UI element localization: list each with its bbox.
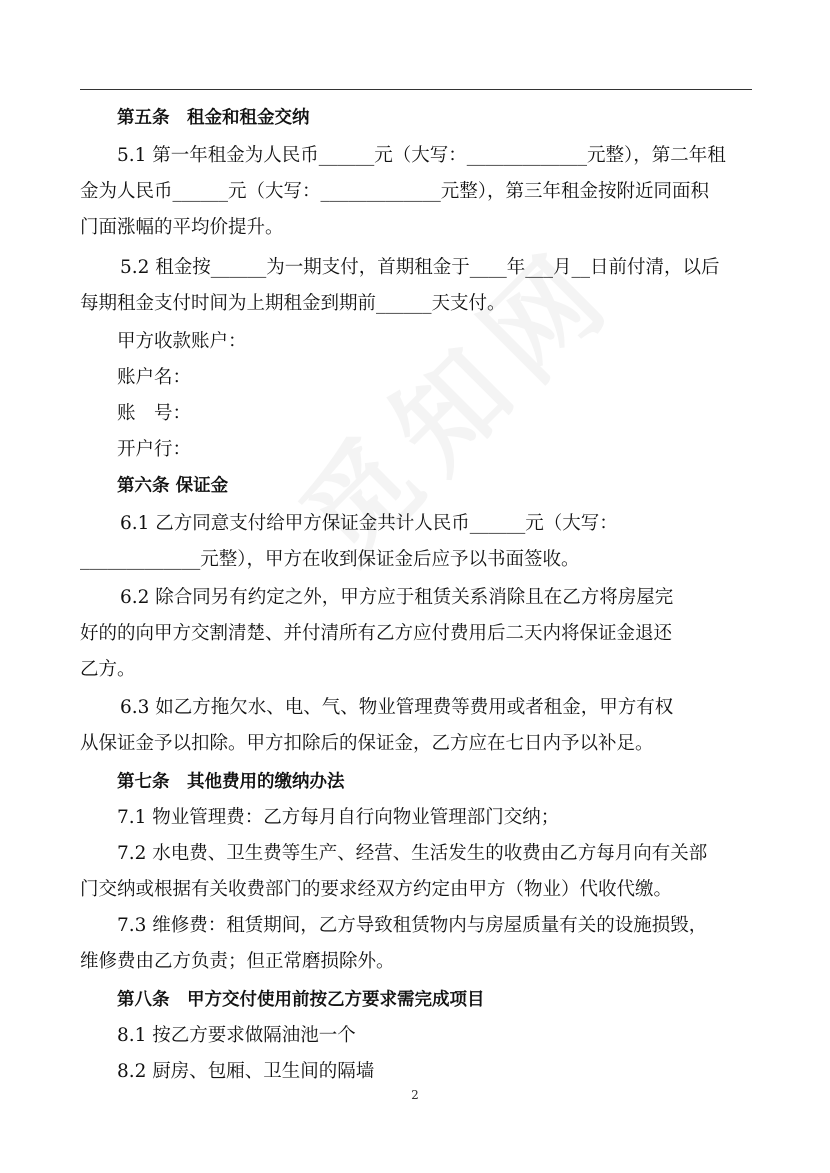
account-title: 甲方收款账户： — [117, 331, 247, 352]
article-5-heading: 第五条 租金和租金交纳 — [117, 108, 310, 128]
clause-7-3-line-1: 7.3 维修费：租赁期间，乙方导致租赁物内与房屋质量有关的设施损毁， — [117, 915, 708, 936]
clause-6-2-line-1: 6.2 除合同另有约定之外，甲方应于租赁关系消除且在乙方将房屋完 — [120, 587, 674, 608]
clause-6-2-line-3: 乙方。 — [80, 659, 136, 680]
article-6-heading: 第六条 保证金 — [117, 476, 229, 496]
clause-6-2-line-2: 好的的向甲方交割清楚、并付清所有乙方应付费用后二天内将保证金退还 — [80, 623, 673, 644]
page-number: 2 — [411, 1088, 419, 1102]
clause-5-2-line-2: 每期租金支付时间为上期租金到期前______天支付。 — [80, 293, 506, 314]
clause-8-2: 8.2 厨房、包厢、卫生间的隔墙 — [117, 1061, 375, 1082]
clause-7-2-line-2: 门交纳或根据有关收费部门的要求经双方约定由甲方（物业）代收代缴。 — [80, 879, 673, 900]
clause-7-1: 7.1 物业管理费：乙方每月自行向物业管理部门交纳； — [117, 807, 560, 828]
clause-6-1-line-2: _____________元整），甲方在收到保证金后应予以书面签收。 — [80, 549, 580, 570]
account-number-field: 账 号： — [117, 403, 192, 424]
document-body — [80, 92, 752, 1090]
clause-7-3-line-2: 维修费由乙方负责；但正常磨损除外。 — [80, 951, 395, 972]
clause-8-1: 8.1 按乙方要求做隔油池一个 — [117, 1025, 356, 1046]
clause-5-1-line-3: 门面涨幅的平均价提升。 — [80, 217, 284, 238]
account-bank-field: 开户行： — [117, 439, 192, 460]
clause-5-2-line-1: 5.2 租金按______为一期支付，首期租金于____年___月__日前付清，以后 — [120, 257, 720, 278]
clause-7-2-line-1: 7.2 水电费、卫生费等生产、经营、生活发生的收费由乙方每月向有关部 — [117, 843, 708, 864]
article-7-heading: 第七条 其他费用的缴纳办法 — [117, 772, 345, 792]
account-name-field: 账户名： — [117, 367, 192, 388]
clause-6-1-line-1: 6.1 乙方同意支付给甲方保证金共计人民币______元（大写： — [120, 513, 618, 534]
clause-6-3-line-2: 从保证金予以扣除。甲方扣除后的保证金，乙方应在七日内予以补足。 — [80, 733, 654, 754]
header-rule — [80, 89, 752, 90]
clause-5-1-line-2: 金为人民币______元（大写：_____________元整），第三年租金按附近同面积 — [80, 181, 710, 202]
clause-5-1-line-1: 5.1 第一年租金为人民币______元（大写：_____________元整），第二年租 — [117, 145, 726, 166]
article-8-heading: 第八条 甲方交付使用前按乙方要求需完成项目 — [117, 990, 485, 1010]
clause-6-3-line-1: 6.3 如乙方拖欠水、电、气、物业管理费等费用或者租金，甲方有权 — [120, 697, 674, 718]
